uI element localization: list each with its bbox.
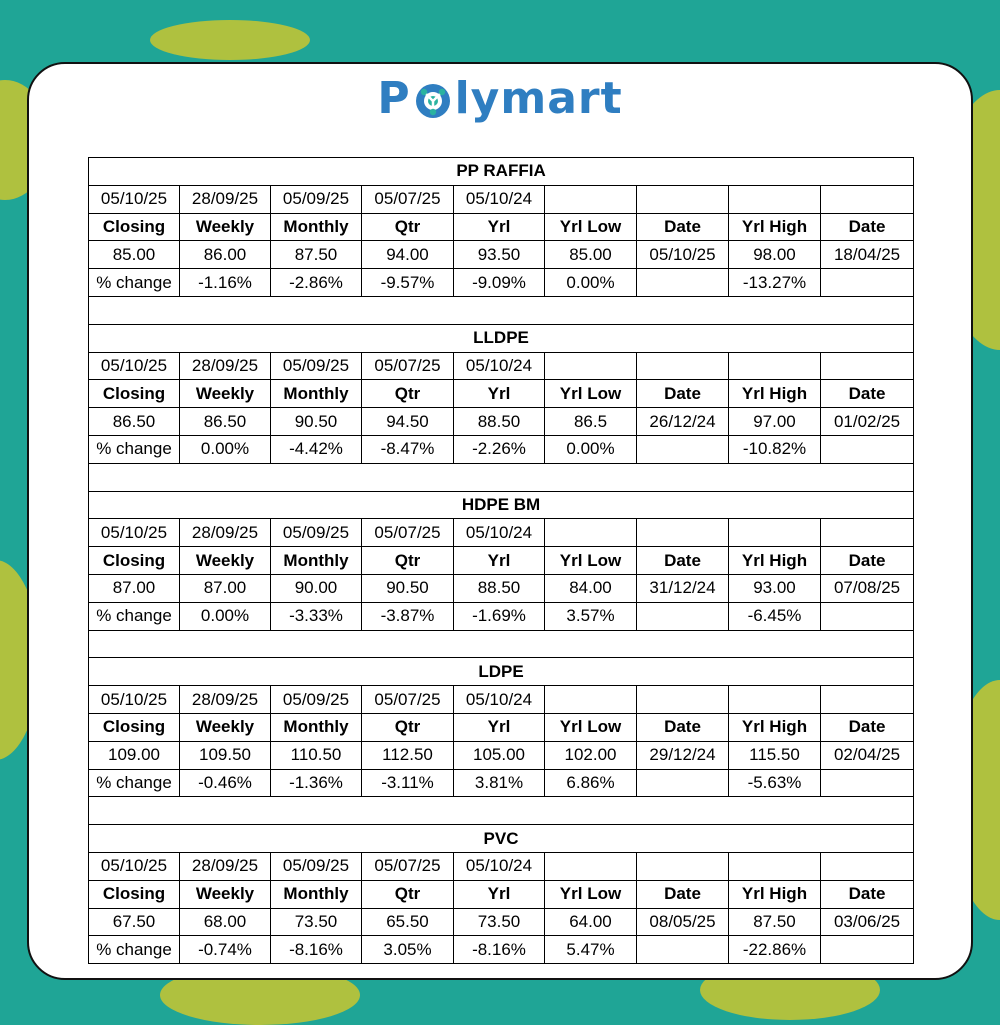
- price-cell: 87.50: [729, 908, 821, 936]
- change-cell: -8.47%: [362, 435, 454, 463]
- price-cell: 98.00: [729, 241, 821, 269]
- price-cell: 90.50: [362, 574, 454, 602]
- date-cell: [821, 352, 914, 380]
- dates-row: [89, 852, 914, 880]
- column-header: Yrl Low: [545, 213, 637, 241]
- date-cell: [637, 686, 729, 714]
- price-cell: 90.50: [271, 408, 362, 436]
- price-row: [89, 908, 914, 936]
- date-cell: 05/10/25: [89, 852, 180, 880]
- price-cell: 18/04/25: [821, 241, 914, 269]
- change-cell: [821, 602, 914, 630]
- price-cell: 110.50: [271, 741, 362, 769]
- column-header: Yrl: [454, 547, 545, 575]
- change-label: % change: [89, 435, 180, 463]
- price-cell: 87.00: [89, 574, 180, 602]
- change-cell: [821, 769, 914, 797]
- change-cell: -1.69%: [454, 602, 545, 630]
- change-cell: [821, 435, 914, 463]
- change-cell: -3.87%: [362, 602, 454, 630]
- change-cell: -5.63%: [729, 769, 821, 797]
- price-cell: 86.5: [545, 408, 637, 436]
- date-cell: 05/07/25: [362, 352, 454, 380]
- change-cell: -3.33%: [271, 602, 362, 630]
- change-cell: -2.26%: [454, 435, 545, 463]
- date-cell: 28/09/25: [180, 852, 271, 880]
- column-header: Weekly: [180, 880, 271, 908]
- column-header-row: [89, 713, 914, 741]
- change-cell: 3.57%: [545, 602, 637, 630]
- change-cell: -10.82%: [729, 435, 821, 463]
- column-header: Yrl Low: [545, 547, 637, 575]
- change-cell: -9.57%: [362, 269, 454, 297]
- change-label: % change: [89, 936, 180, 964]
- column-header: Closing: [89, 213, 180, 241]
- price-cell: 65.50: [362, 908, 454, 936]
- column-header: Closing: [89, 547, 180, 575]
- spacer-cell: [89, 630, 914, 658]
- change-cell: -8.16%: [271, 936, 362, 964]
- date-cell: 28/09/25: [180, 686, 271, 714]
- product-title: PVC: [89, 825, 914, 853]
- date-cell: 28/09/25: [180, 185, 271, 213]
- product-title: PP RAFFIA: [89, 158, 914, 186]
- price-cell: 87.00: [180, 574, 271, 602]
- column-header: Date: [821, 213, 914, 241]
- molecule-icon: [413, 81, 453, 121]
- column-header: Yrl High: [729, 380, 821, 408]
- price-cell: 73.50: [454, 908, 545, 936]
- change-cell: 3.05%: [362, 936, 454, 964]
- spacer-row: [89, 296, 914, 324]
- price-cell: 115.50: [729, 741, 821, 769]
- price-cell: 88.50: [454, 408, 545, 436]
- price-cell: 109.00: [89, 741, 180, 769]
- date-cell: [545, 852, 637, 880]
- date-cell: 05/10/25: [89, 519, 180, 547]
- price-cell: 93.50: [454, 241, 545, 269]
- date-cell: 05/10/24: [454, 519, 545, 547]
- column-header: Date: [821, 713, 914, 741]
- date-cell: 05/07/25: [362, 519, 454, 547]
- date-cell: 05/10/25: [89, 686, 180, 714]
- price-cell: 29/12/24: [637, 741, 729, 769]
- price-cell: 94.50: [362, 408, 454, 436]
- price-cell: 87.50: [271, 241, 362, 269]
- price-cell: 08/05/25: [637, 908, 729, 936]
- column-header: Qtr: [362, 713, 454, 741]
- change-cell: 0.00%: [545, 269, 637, 297]
- price-cell: 86.50: [89, 408, 180, 436]
- column-header: Date: [821, 380, 914, 408]
- price-cell: 85.00: [89, 241, 180, 269]
- change-cell: [637, 769, 729, 797]
- product-title: LDPE: [89, 658, 914, 686]
- date-cell: 05/10/24: [454, 185, 545, 213]
- date-cell: [821, 686, 914, 714]
- column-header: Yrl High: [729, 713, 821, 741]
- change-cell: -22.86%: [729, 936, 821, 964]
- date-cell: 05/09/25: [271, 686, 362, 714]
- price-cell: 86.50: [180, 408, 271, 436]
- date-cell: [545, 185, 637, 213]
- price-cell: 01/02/25: [821, 408, 914, 436]
- column-header: Yrl: [454, 213, 545, 241]
- change-cell: -9.09%: [454, 269, 545, 297]
- product-title-row: [89, 658, 914, 686]
- date-cell: 05/10/25: [89, 352, 180, 380]
- column-header: Monthly: [271, 213, 362, 241]
- product-title-row: [89, 491, 914, 519]
- price-cell: 73.50: [271, 908, 362, 936]
- price-cell: 102.00: [545, 741, 637, 769]
- price-cell: 03/06/25: [821, 908, 914, 936]
- date-cell: [637, 185, 729, 213]
- column-header-row: [89, 380, 914, 408]
- date-cell: [637, 852, 729, 880]
- column-header: Date: [637, 713, 729, 741]
- change-cell: -0.46%: [180, 769, 271, 797]
- price-row: [89, 241, 914, 269]
- date-cell: 05/09/25: [271, 519, 362, 547]
- price-cell: 97.00: [729, 408, 821, 436]
- price-cell: 64.00: [545, 908, 637, 936]
- change-cell: [637, 269, 729, 297]
- date-cell: [729, 686, 821, 714]
- price-cell: 94.00: [362, 241, 454, 269]
- column-header: Yrl: [454, 880, 545, 908]
- column-header-row: [89, 547, 914, 575]
- price-cell: 109.50: [180, 741, 271, 769]
- price-cell: 90.00: [271, 574, 362, 602]
- change-cell: -1.16%: [180, 269, 271, 297]
- dates-row: [89, 352, 914, 380]
- brand-logo: [0, 68, 1000, 128]
- change-cell: 3.81%: [454, 769, 545, 797]
- date-cell: 05/09/25: [271, 185, 362, 213]
- column-header: Closing: [89, 880, 180, 908]
- price-row: [89, 574, 914, 602]
- column-header: Weekly: [180, 713, 271, 741]
- column-header: Yrl High: [729, 880, 821, 908]
- date-cell: 05/07/25: [362, 852, 454, 880]
- price-row: [89, 408, 914, 436]
- change-row: [89, 769, 914, 797]
- change-row: [89, 602, 914, 630]
- dates-row: [89, 185, 914, 213]
- price-cell: 07/08/25: [821, 574, 914, 602]
- change-cell: -2.86%: [271, 269, 362, 297]
- column-header: Yrl: [454, 380, 545, 408]
- column-header: Closing: [89, 713, 180, 741]
- change-cell: [637, 435, 729, 463]
- column-header: Monthly: [271, 380, 362, 408]
- date-cell: 05/10/25: [89, 185, 180, 213]
- spacer-row: [89, 463, 914, 491]
- change-row: [89, 936, 914, 964]
- price-cell: 02/04/25: [821, 741, 914, 769]
- change-cell: 0.00%: [545, 435, 637, 463]
- change-cell: 5.47%: [545, 936, 637, 964]
- price-cell: 84.00: [545, 574, 637, 602]
- spacer-row: [89, 797, 914, 825]
- column-header-row: [89, 213, 914, 241]
- column-header: Monthly: [271, 547, 362, 575]
- price-cell: 112.50: [362, 741, 454, 769]
- column-header: Weekly: [180, 547, 271, 575]
- price-cell: 05/10/25: [637, 241, 729, 269]
- column-header: Yrl High: [729, 547, 821, 575]
- spacer-cell: [89, 296, 914, 324]
- change-cell: 0.00%: [180, 435, 271, 463]
- column-header: Date: [637, 213, 729, 241]
- price-row: [89, 741, 914, 769]
- date-cell: [637, 519, 729, 547]
- date-cell: 05/10/24: [454, 352, 545, 380]
- date-cell: 05/07/25: [362, 185, 454, 213]
- price-cell: 85.00: [545, 241, 637, 269]
- column-header: Yrl: [454, 713, 545, 741]
- change-cell: -0.74%: [180, 936, 271, 964]
- change-cell: [821, 269, 914, 297]
- change-row: [89, 435, 914, 463]
- change-cell: -13.27%: [729, 269, 821, 297]
- change-cell: 6.86%: [545, 769, 637, 797]
- date-cell: [729, 185, 821, 213]
- column-header: Date: [637, 380, 729, 408]
- price-cell: 31/12/24: [637, 574, 729, 602]
- date-cell: 28/09/25: [180, 519, 271, 547]
- change-cell: 0.00%: [180, 602, 271, 630]
- date-cell: 05/10/24: [454, 686, 545, 714]
- date-cell: [545, 352, 637, 380]
- product-title-row: [89, 825, 914, 853]
- dates-row: [89, 686, 914, 714]
- price-cell: 88.50: [454, 574, 545, 602]
- column-header: Closing: [89, 380, 180, 408]
- brand-name-suffix: lymart: [454, 72, 623, 124]
- change-cell: -4.42%: [271, 435, 362, 463]
- column-header: Qtr: [362, 880, 454, 908]
- price-cell: 68.00: [180, 908, 271, 936]
- product-title: LLDPE: [89, 324, 914, 352]
- column-header: Weekly: [180, 213, 271, 241]
- column-header-row: [89, 880, 914, 908]
- change-cell: -6.45%: [729, 602, 821, 630]
- date-cell: 05/10/24: [454, 852, 545, 880]
- product-title-row: [89, 158, 914, 186]
- column-header: Date: [821, 880, 914, 908]
- column-header: Monthly: [271, 713, 362, 741]
- spacer-cell: [89, 797, 914, 825]
- date-cell: 05/09/25: [271, 852, 362, 880]
- column-header: Date: [637, 880, 729, 908]
- column-header: Qtr: [362, 380, 454, 408]
- brand-name-prefix: P: [377, 72, 411, 124]
- column-header: Qtr: [362, 213, 454, 241]
- column-header: Qtr: [362, 547, 454, 575]
- product-title-row: [89, 324, 914, 352]
- background-blob: [150, 20, 310, 60]
- date-cell: 28/09/25: [180, 352, 271, 380]
- change-cell: -8.16%: [454, 936, 545, 964]
- column-header: Yrl High: [729, 213, 821, 241]
- column-header: Date: [821, 547, 914, 575]
- column-header: Date: [637, 547, 729, 575]
- price-table: [88, 157, 914, 964]
- date-cell: 05/07/25: [362, 686, 454, 714]
- change-cell: [821, 936, 914, 964]
- change-label: % change: [89, 769, 180, 797]
- column-header: Monthly: [271, 880, 362, 908]
- column-header: Yrl Low: [545, 713, 637, 741]
- price-cell: 26/12/24: [637, 408, 729, 436]
- dates-row: [89, 519, 914, 547]
- change-row: [89, 269, 914, 297]
- date-cell: [821, 852, 914, 880]
- product-title: HDPE BM: [89, 491, 914, 519]
- date-cell: 05/09/25: [271, 352, 362, 380]
- spacer-cell: [89, 463, 914, 491]
- change-cell: -1.36%: [271, 769, 362, 797]
- change-cell: [637, 936, 729, 964]
- column-header: Yrl Low: [545, 380, 637, 408]
- date-cell: [821, 185, 914, 213]
- price-cell: 93.00: [729, 574, 821, 602]
- date-cell: [821, 519, 914, 547]
- price-cell: 67.50: [89, 908, 180, 936]
- change-label: % change: [89, 269, 180, 297]
- date-cell: [545, 519, 637, 547]
- column-header: Yrl Low: [545, 880, 637, 908]
- change-label: % change: [89, 602, 180, 630]
- date-cell: [729, 852, 821, 880]
- price-cell: 105.00: [454, 741, 545, 769]
- column-header: Weekly: [180, 380, 271, 408]
- change-cell: [637, 602, 729, 630]
- change-cell: -3.11%: [362, 769, 454, 797]
- date-cell: [637, 352, 729, 380]
- spacer-row: [89, 630, 914, 658]
- date-cell: [545, 686, 637, 714]
- date-cell: [729, 352, 821, 380]
- date-cell: [729, 519, 821, 547]
- price-cell: 86.00: [180, 241, 271, 269]
